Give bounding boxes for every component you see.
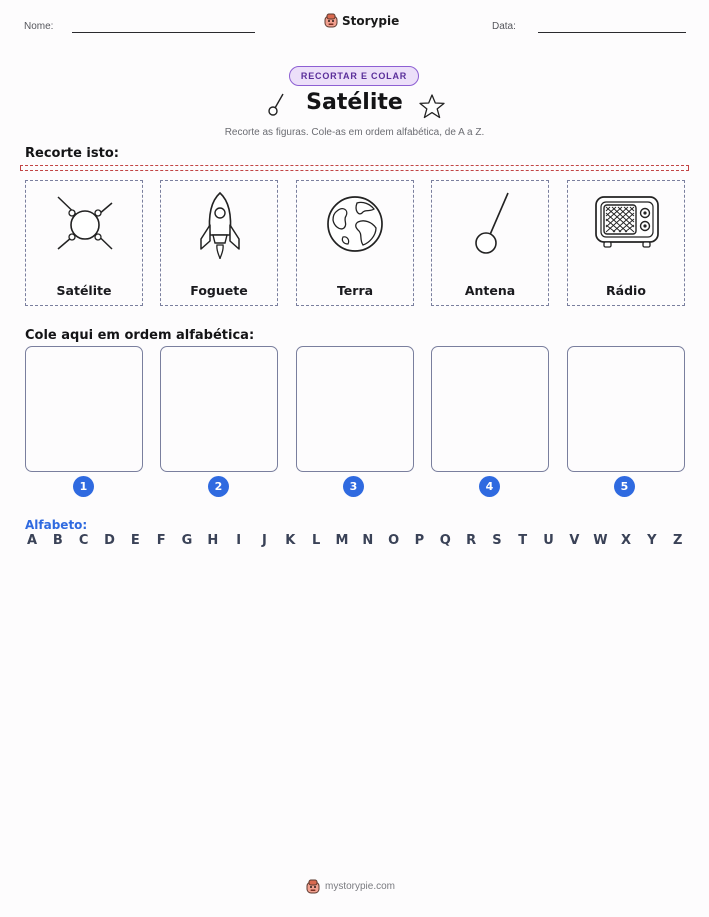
storypie-mascot-icon [306,879,320,894]
cut-card-antenna[interactable] [431,180,549,306]
alphabet-letter: I [236,533,242,548]
alphabet-letter: D [104,533,115,548]
date-line[interactable] [538,32,686,33]
date-label: Data: [492,21,516,32]
alphabet-letter: J [262,533,267,548]
alphabet-letter: P [414,533,425,548]
alphabet-letter: C [78,533,89,548]
card-label: Satélite [56,283,112,298]
paste-slot-2[interactable] [160,346,278,472]
name-label: Nome: [24,21,54,32]
paste-slot-3[interactable] [296,346,414,472]
slot-number-5: 5 [614,476,635,497]
alphabet-letter: A [26,533,38,548]
alphabet-letter: L [311,533,321,548]
alphabet-letter: B [52,533,63,548]
alphabet-letter: O [388,533,400,548]
cut-line [20,165,689,171]
card-label: Antena [464,283,516,298]
slot-number-1: 1 [73,476,94,497]
rocket-icon [185,189,255,264]
alphabet-letter: Q [439,533,451,548]
alphabet-letter: E [130,533,140,548]
alphabet-letter: U [543,533,554,548]
page-title: Satélite [306,90,403,115]
storypie-mascot-icon [324,13,338,28]
cut-card-rocket[interactable] [160,180,278,306]
paste-slot-1[interactable] [25,346,143,472]
alphabet-letter: N [362,533,374,548]
card-label: Foguete [190,283,248,298]
star-icon [418,93,446,120]
paste-slot-4[interactable] [431,346,549,472]
cut-section-label: Recorte isto: [25,146,119,161]
card-label: Terra [336,283,374,298]
satellite-icon [50,189,120,264]
alphabet-letter: K [285,533,296,548]
cut-card-radio[interactable] [567,180,685,306]
slot-number-4: 4 [479,476,500,497]
instructions: Recorte as figuras. Cole-as em ordem alfabética, de A a Z. [224,127,485,138]
alphabet-letter: S [492,533,502,548]
brand-logo [324,13,399,28]
paste-section-label: Cole aqui em ordem alfabética: [25,328,255,343]
alphabet-letter: V [569,533,580,548]
alphabet-letter: X [621,533,632,548]
paste-slot-5[interactable] [567,346,685,472]
alphabet-letter: R [466,533,477,548]
slot-number-2: 2 [208,476,229,497]
alphabet-letter: Y [647,533,657,548]
alphabet-letter: G [181,533,193,548]
alphabet-letter: H [207,533,219,548]
alphabet-letter: W [593,533,608,548]
footer-url[interactable]: mystorypie.com [325,881,396,892]
cut-card-satellite[interactable] [25,180,143,306]
alphabet-row [25,533,685,548]
antenna-icon [456,189,526,264]
cut-card-earth[interactable] [296,180,414,306]
alphabet-label: Alfabeto: [25,518,88,532]
name-line[interactable] [72,32,255,33]
alphabet-letter: F [156,533,166,548]
alphabet-letter: T [518,533,528,548]
brand-name: Storypie [342,13,400,28]
radio-icon [592,189,662,264]
activity-badge: RECORTAR E COLAR [289,66,419,86]
alphabet-letter: Z [672,533,683,548]
footer [306,879,395,894]
card-label: Rádio [606,283,646,298]
earth-icon [321,189,391,264]
alphabet-letter: M [335,533,349,548]
slot-number-3: 3 [343,476,364,497]
